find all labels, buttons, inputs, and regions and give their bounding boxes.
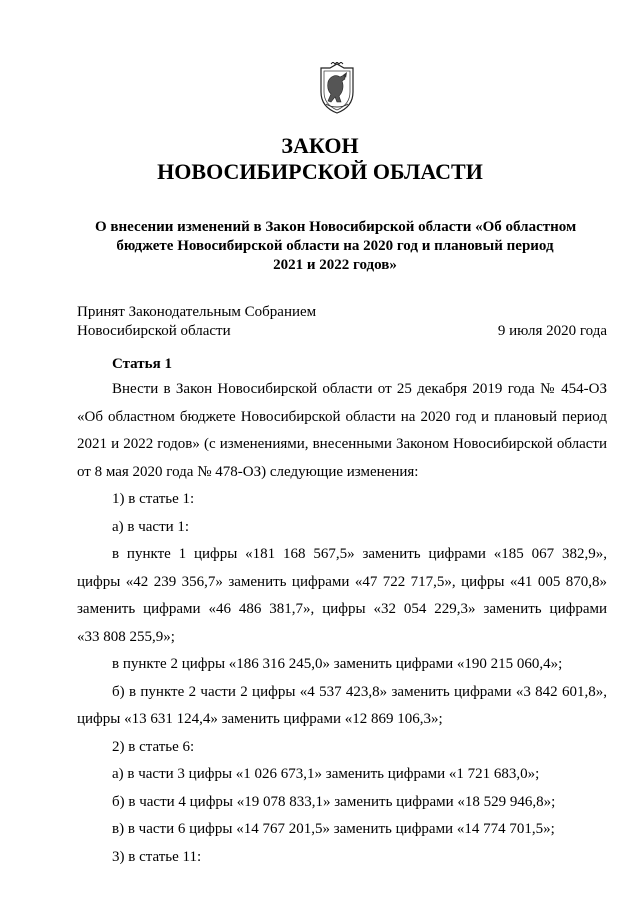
paragraph-line: заменить цифрами «46 486 381,7», цифры «32 054 229,3» заменить цифрами	[77, 601, 607, 617]
paragraph-line: «33 808 255,9»;	[77, 628, 175, 645]
adoption-date: 9 июля 2020 года	[497, 323, 607, 339]
document-subtitle	[95, 218, 575, 275]
coat-of-arms-emblem	[318, 62, 356, 114]
paragraph-line: 2021 и 2022 годов» (с изменениями, внесенными Законом Новосибирской области	[77, 436, 607, 452]
adoption-block	[77, 303, 607, 341]
document-title-line1: ЗАКОН	[281, 133, 359, 158]
paragraph-line: а) в части 1:	[112, 518, 190, 535]
adopted-by-line1: Принят Законодательным Собранием	[77, 304, 317, 320]
paragraph-line: от 8 мая 2020 года № 478-ОЗ) следующие изменения:	[77, 463, 419, 480]
article-body	[77, 376, 607, 871]
paragraph-line: в пункте 2 цифры «186 316 245,0» заменить цифрами «190 215 060,4»;	[112, 656, 563, 672]
paragraph-line: 2) в статье 6:	[112, 738, 195, 755]
paragraph-line: б) в части 4 цифры «19 078 833,1» заменить цифрами «18 529 946,8»;	[112, 793, 556, 810]
paragraph-line: «Об областном бюджете Новосибирской области на 2020 год и плановый период	[77, 408, 607, 425]
paragraph-line: цифры «42 239 356,7» заменить цифрами «47 722 717,5», цифры «41 005 870,8»	[77, 573, 607, 590]
subtitle-line: О внесении изменений в Закон Новосибирской области «Об областном	[95, 219, 577, 235]
document-title-line2: НОВОСИБИРСКОЙ ОБЛАСТИ	[157, 159, 483, 184]
paragraph-line: а) в части 3 цифры «1 026 673,1» заменить цифрами «1 721 683,0»;	[112, 766, 540, 782]
subtitle-line: бюджете Новосибирской области на 2020 год и плановый период	[116, 238, 554, 254]
paragraph-line: 3) в статье 11:	[112, 848, 202, 865]
paragraph-line: 1) в статье 1:	[112, 491, 195, 507]
article-heading: Статья 1	[112, 356, 172, 372]
paragraph-line: цифры «13 631 124,4» заменить цифрами «12 869 106,3»;	[77, 711, 443, 727]
adopted-by-line2: Новосибирской области	[77, 323, 231, 339]
subtitle-line: 2021 и 2022 годов»	[273, 257, 397, 273]
paragraph-line: б) в пункте 2 части 2 цифры «4 537 423,8» заменить цифрами «3 842 601,8»,	[112, 683, 607, 700]
paragraph-line: в) в части 6 цифры «14 767 201,5» заменить цифрами «14 774 701,5»;	[112, 821, 555, 837]
paragraph-line: в пункте 1 цифры «181 168 567,5» заменить цифрами «185 067 382,9»,	[112, 546, 607, 562]
paragraph-line: Внести в Закон Новосибирской области от 25 декабря 2019 года № 454-ОЗ	[112, 381, 607, 397]
